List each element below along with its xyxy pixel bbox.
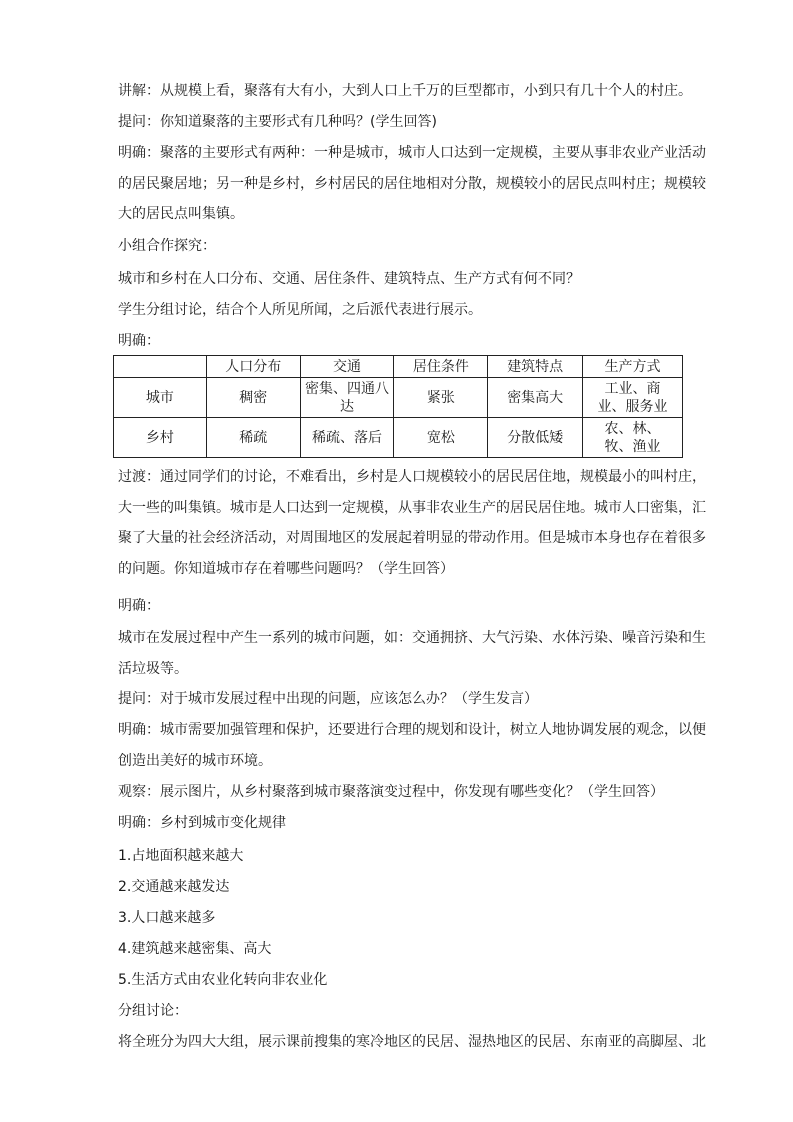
list-item: 2.交通越来越发达 [118, 879, 230, 895]
paragraph-group-inquiry: 小组合作探究： [118, 238, 216, 254]
paragraph-clarify-label: 明确： [118, 333, 160, 349]
paragraph-clarify-forms: 明确：聚落的主要形式有两种：一种是城市，城市人口达到一定规模，主要从事非农业产业活动的居民聚居地；另一种是乡村，乡村居民的居住地相对分散，规模较小的居民点叫村庄；规模较大的居民点叫集镇。 [118, 145, 706, 222]
paragraph-question: 提问：你知道聚落的主要形式有几种吗？(学生回答) [118, 114, 437, 130]
table-header-cell: 交通 [300, 356, 394, 378]
table-cell: 密集、四通八达 [300, 378, 394, 418]
paragraph-city-problems: 城市在发展过程中产生一系列的城市问题，如：交通拥挤、大气污染、水体污染、噪音污染和生活垃圾等。 [118, 630, 706, 677]
table-header-row [114, 356, 683, 378]
table-cell: 宽松 [394, 418, 488, 458]
table-cell: 稀疏 [206, 418, 300, 458]
table-row [114, 378, 683, 418]
table-cell: 分散低矮 [488, 418, 583, 458]
paragraph-clarify-label-2: 明确： [118, 598, 160, 614]
table-cell: 密集高大 [488, 378, 583, 418]
table-header-cell: 居住条件 [394, 356, 488, 378]
table-cell: 稠密 [206, 378, 300, 418]
table-header-cell: 人口分布 [206, 356, 300, 378]
table-cell: 乡村 [114, 418, 207, 458]
table-header-cell: 生产方式 [583, 356, 683, 378]
paragraph-inquiry-question: 城市和乡村在人口分布、交通、居住条件、建筑特点、生产方式有何不同？ [118, 271, 580, 287]
comparison-table [113, 355, 683, 458]
list-item: 5.生活方式由农业化转向非农业化 [118, 972, 328, 988]
paragraph-group-discussion: 分组讨论： [118, 1003, 188, 1019]
table-row [114, 418, 683, 458]
table-header-cell: 建筑特点 [488, 356, 583, 378]
paragraph-question-2: 提问：对于城市发展过程中出现的问题，应该怎么办？（学生发言） [118, 691, 538, 707]
list-item: 3.人口越来越多 [118, 910, 216, 926]
paragraph-group-assignment: 将全班分为四大大组，展示课前搜集的寒冷地区的民居、湿热地区的民居、东南亚的高脚屋、北 [118, 1034, 706, 1050]
paragraph-clarify-pattern: 明确：乡村到城市变化规律 [118, 815, 286, 831]
paragraph-clarify-management: 明确：城市需要加强管理和保护，还要进行合理的规划和设计，树立人地协调发展的观念，以便创造出美好的城市环境。 [118, 722, 706, 769]
list-item: 4.建筑越来越密集、高大 [118, 941, 272, 957]
paragraph-explanation: 讲解：从规模上看，聚落有大有小，大到人口上千万的巨型都市，小到只有几十个人的村庄。 [118, 83, 692, 99]
list-item: 1.占地面积越来越大 [118, 848, 244, 864]
paragraph-transition: 过渡：通过同学们的讨论，不难看出，乡村是人口规模较小的居民居住地，规模最小的叫村庄，大一些的叫集镇。城市是人口达到一定规模，从事非农业生产的居民居住地。城市人口密集，汇聚了大量的社会经济活动，对周围地区的发展起着明显的带动作用。但是城市本身也存在着很多的问题。你知道城市存在着哪些问题吗？（学生回答） [118, 469, 706, 577]
paragraph-observe: 观察：展示图片，从乡村聚落到城市聚落演变过程中，你发现有哪些变化？（学生回答） [118, 784, 664, 800]
table-header-cell [114, 356, 207, 378]
table-cell: 紧张 [394, 378, 488, 418]
paragraph-discussion: 学生分组讨论，结合个人所见所闻，之后派代表进行展示。 [118, 302, 482, 318]
table-cell: 稀疏、落后 [300, 418, 394, 458]
table-cell: 城市 [114, 378, 207, 418]
table-cell: 农、林、牧、渔业 [583, 418, 683, 458]
table-cell: 工业、商业、服务业 [583, 378, 683, 418]
